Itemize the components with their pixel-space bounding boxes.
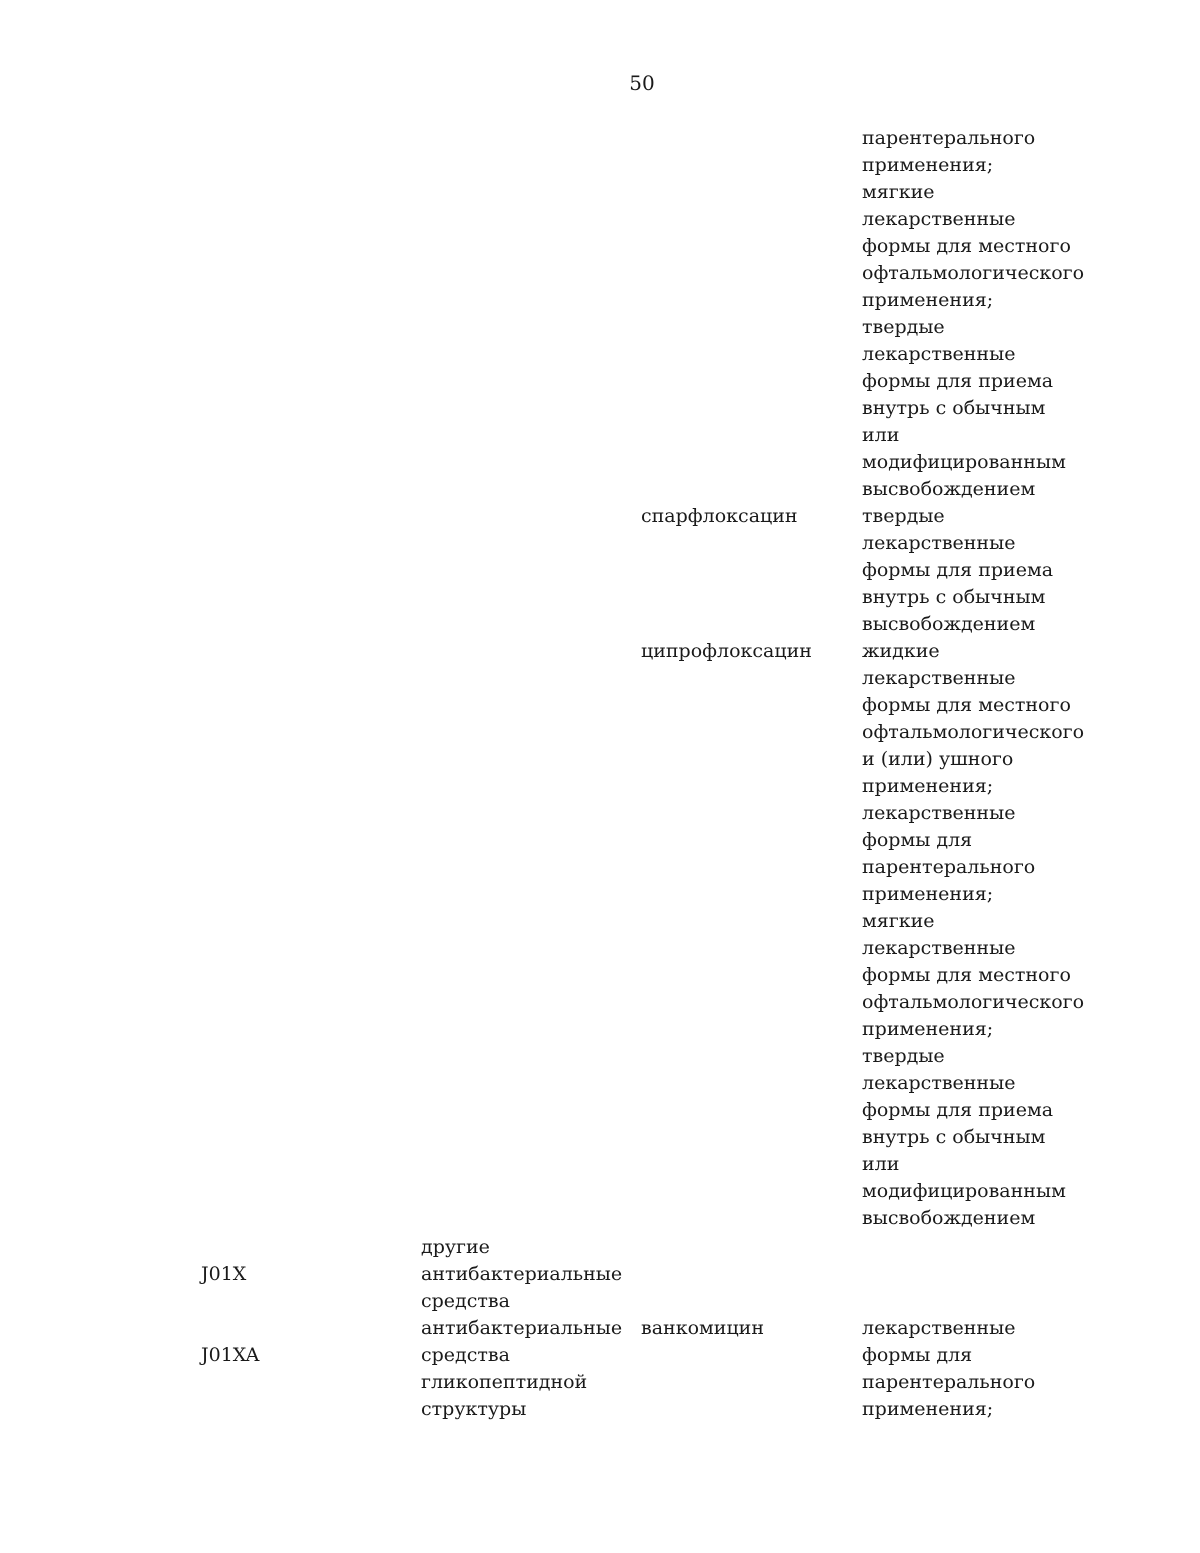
form-line: офтальмологического bbox=[862, 721, 1085, 743]
form-line: лекарственные bbox=[862, 208, 1016, 230]
group-name-line: средства bbox=[421, 1344, 510, 1366]
form-line: или bbox=[862, 424, 900, 446]
form-line: парентерального bbox=[862, 127, 1036, 149]
form-line: лекарственные bbox=[862, 1317, 1016, 1339]
form-line: формы для приема bbox=[862, 559, 1054, 581]
form-line: формы для приема bbox=[862, 1099, 1054, 1121]
form-line: применения; bbox=[862, 883, 994, 905]
form-line: формы для bbox=[862, 1344, 973, 1366]
form-line: лекарственные bbox=[862, 667, 1016, 689]
form-line: применения; bbox=[862, 1398, 994, 1420]
form-line: жидкие bbox=[862, 640, 940, 662]
group-name-line: структуры bbox=[421, 1398, 527, 1420]
form-line: офтальмологического bbox=[862, 991, 1085, 1013]
form-line: лекарственные bbox=[862, 802, 1016, 824]
form-line: и (или) ушного bbox=[862, 748, 1014, 770]
form-line: твердые bbox=[862, 1045, 945, 1067]
form-line: внутрь с обычным bbox=[862, 586, 1046, 608]
form-line: модифицированным bbox=[862, 451, 1066, 473]
forms-cell-sparfloxacin bbox=[862, 503, 1053, 638]
group-name-line: антибактериальные bbox=[421, 1263, 623, 1285]
form-line: формы для местного bbox=[862, 694, 1071, 716]
form-line: лекарственные bbox=[862, 343, 1016, 365]
drug-name-vancomycin: ванкомицин bbox=[641, 1317, 764, 1339]
forms-cell-ciprofloxacin bbox=[862, 638, 1084, 1232]
form-line: внутрь с обычным bbox=[862, 397, 1046, 419]
drug-name-sparfloxacin: спарфлоксацин bbox=[641, 505, 798, 527]
form-line: применения; bbox=[862, 154, 994, 176]
form-line: применения; bbox=[862, 289, 994, 311]
forms-cell-vancomycin bbox=[862, 1315, 1035, 1423]
group-name-line: антибактериальные bbox=[421, 1317, 623, 1339]
form-line: лекарственные bbox=[862, 1072, 1016, 1094]
form-line: высвобождением bbox=[862, 478, 1036, 500]
form-line: парентерального bbox=[862, 856, 1036, 878]
form-line: мягкие bbox=[862, 910, 935, 932]
form-line: формы для bbox=[862, 829, 973, 851]
drug-name-ciprofloxacin: ципрофлоксацин bbox=[641, 640, 812, 662]
form-line: применения; bbox=[862, 775, 994, 797]
group-name-j01x bbox=[421, 1234, 622, 1315]
form-line: мягкие bbox=[862, 181, 935, 203]
form-line: офтальмологического bbox=[862, 262, 1085, 284]
form-line: или bbox=[862, 1153, 900, 1175]
group-name-line: гликопептидной bbox=[421, 1371, 588, 1393]
form-line: модифицированным bbox=[862, 1180, 1066, 1202]
form-line: применения; bbox=[862, 1018, 994, 1040]
group-name-j01xa bbox=[421, 1315, 622, 1423]
form-line: парентерального bbox=[862, 1371, 1036, 1393]
form-line: формы для приема bbox=[862, 370, 1054, 392]
group-name-line: другие bbox=[421, 1236, 490, 1258]
form-line: твердые bbox=[862, 316, 945, 338]
form-line: лекарственные bbox=[862, 937, 1016, 959]
group-name-line: средства bbox=[421, 1290, 510, 1312]
form-line: твердые bbox=[862, 505, 945, 527]
form-line: лекарственные bbox=[862, 532, 1016, 554]
form-line: внутрь с обычным bbox=[862, 1126, 1046, 1148]
form-line: высвобождением bbox=[862, 1207, 1036, 1229]
atc-code-j01x: J01X bbox=[201, 1263, 247, 1285]
page-number: 50 bbox=[629, 71, 655, 95]
form-line: формы для местного bbox=[862, 964, 1071, 986]
atc-code-j01xa: J01XA bbox=[201, 1344, 260, 1366]
form-line: высвобождением bbox=[862, 613, 1036, 635]
form-line: формы для местного bbox=[862, 235, 1071, 257]
continuation-forms-cell bbox=[862, 125, 1084, 503]
